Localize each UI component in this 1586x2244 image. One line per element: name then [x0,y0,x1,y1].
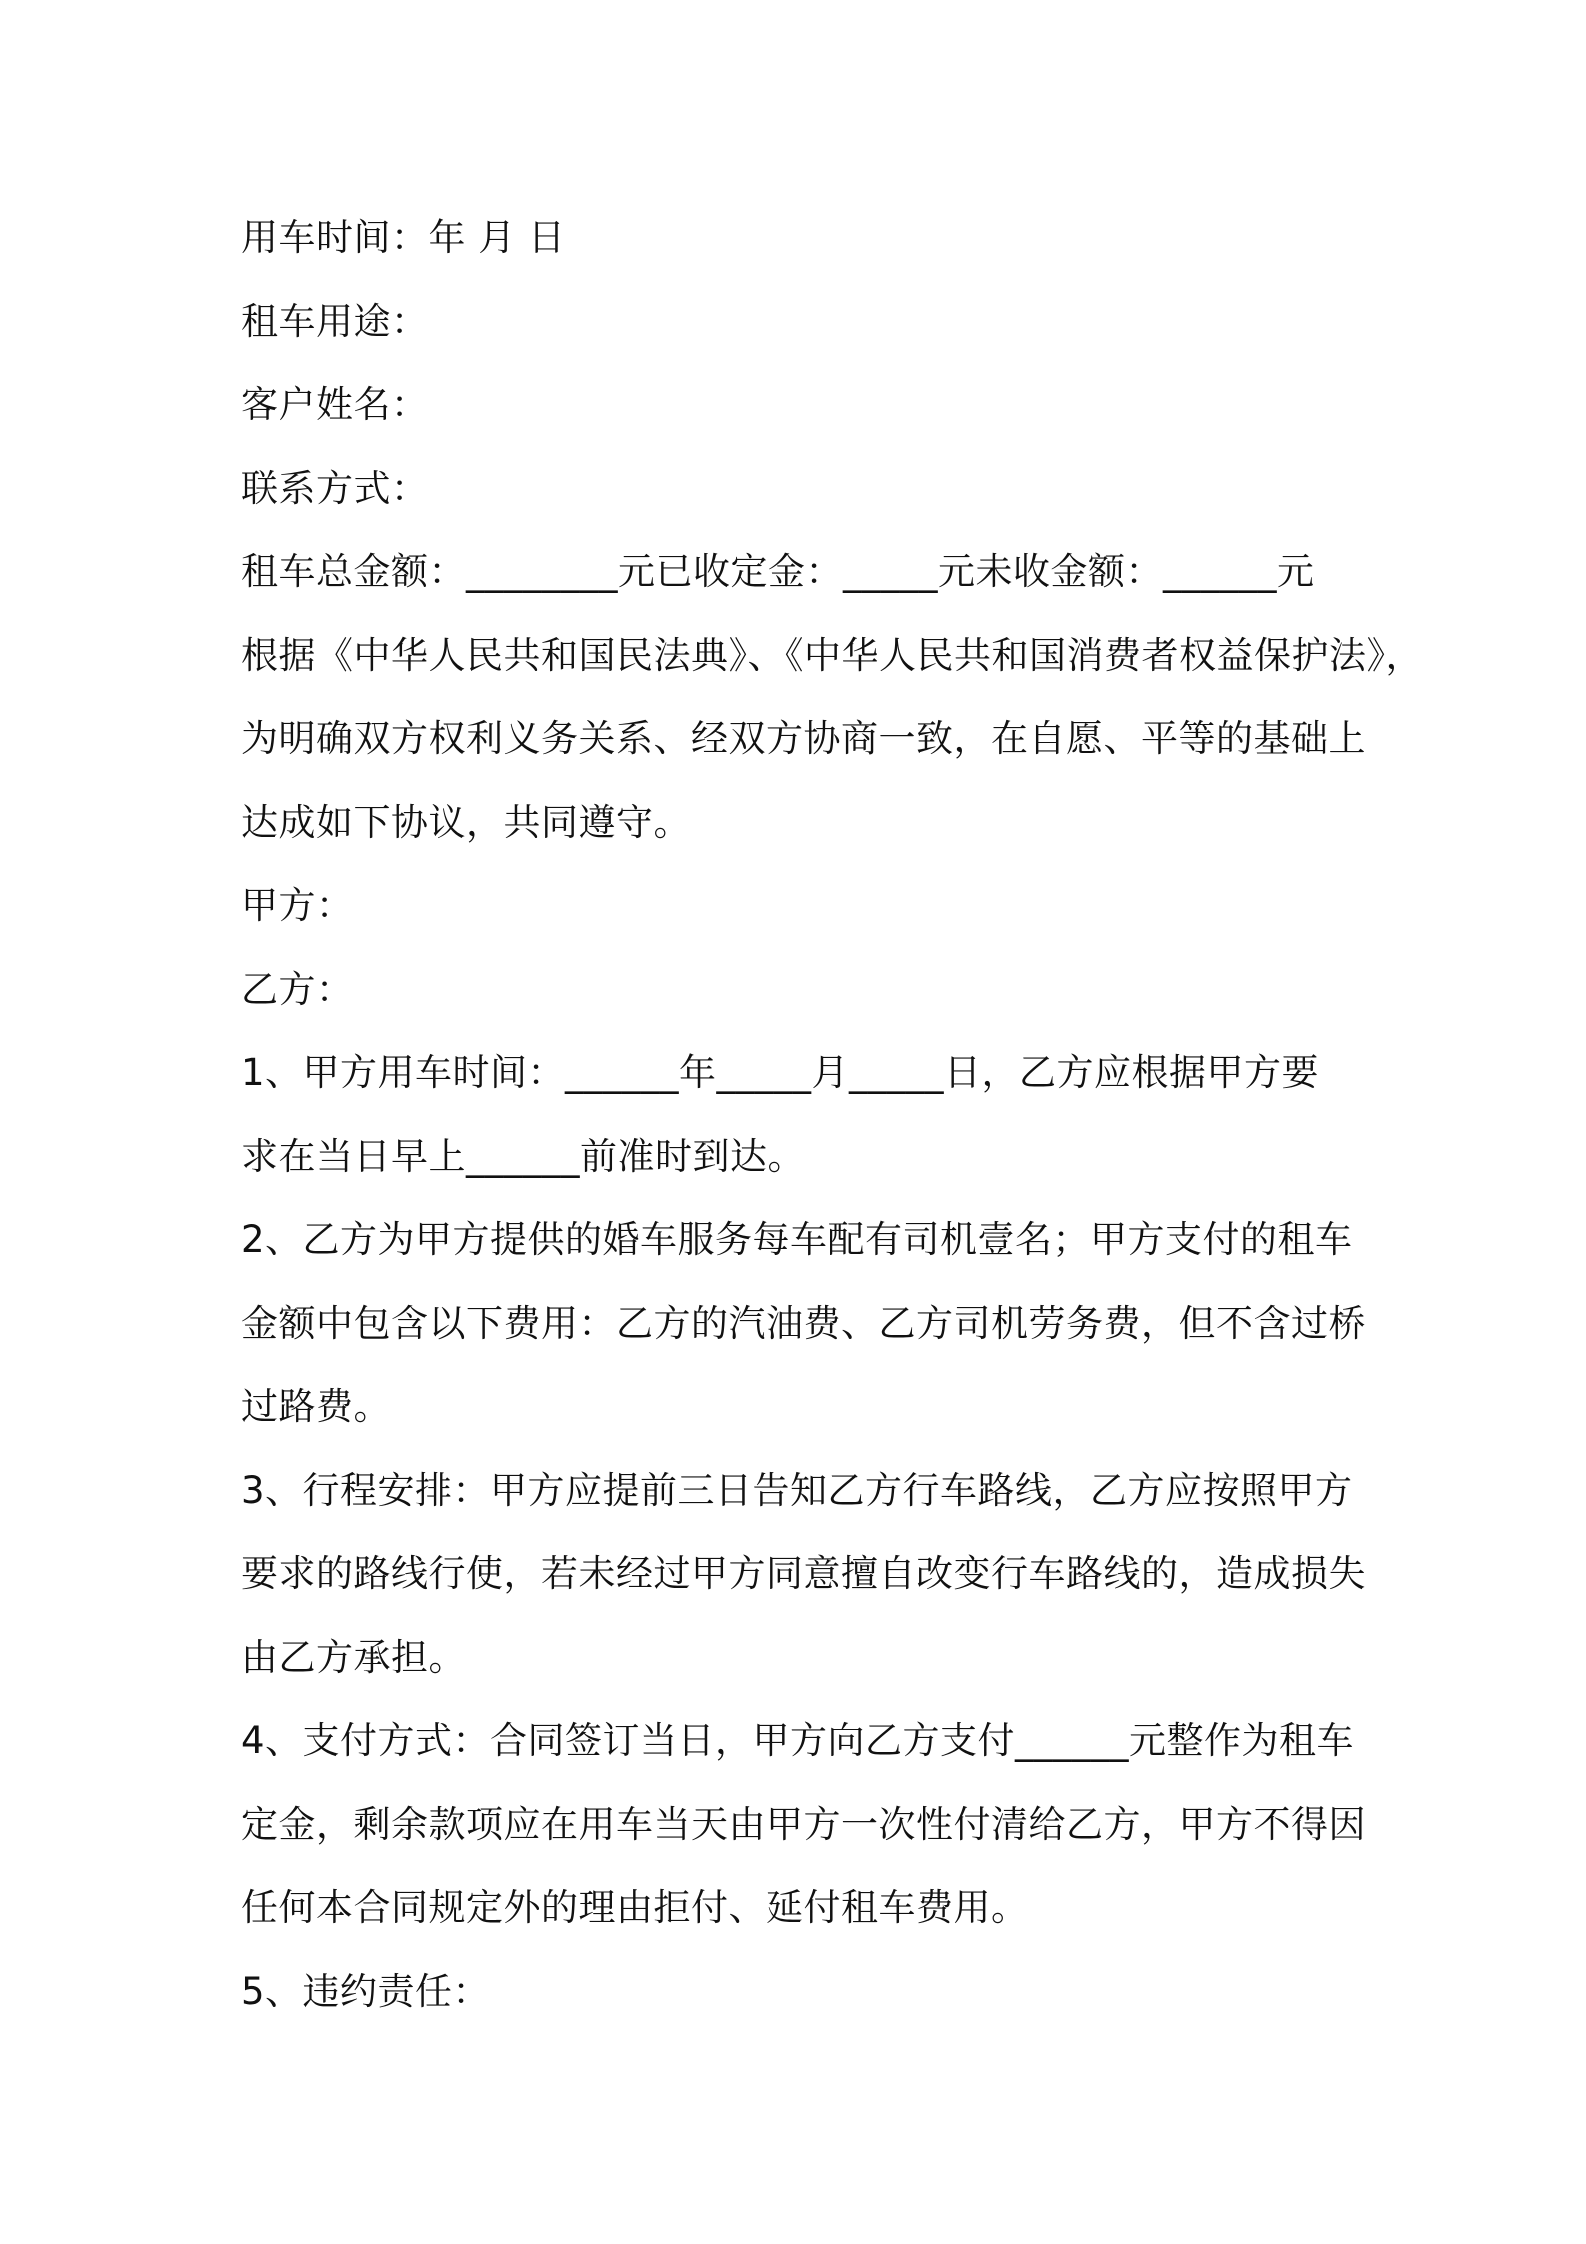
clause-5-heading: 5、违约责任： [241,1969,491,2013]
contact-method-line: 联系方式： [241,466,429,510]
clause-3-line-3: 由乙方承担。 [241,1635,466,1679]
clause-3-line-1: 3、行程安排：甲方应提前三日告知乙方行车路线，乙方应按照甲方 [241,1468,1353,1512]
preamble-line-2: 为明确双方权利义务关系、经双方协商一致，在自愿、平等的基础上 [241,717,1366,760]
rental-purpose-line: 租车用途： [241,299,429,343]
clause-1-line-2: 求在当日早上______前准时到达。 [241,1134,805,1178]
party-a-line: 甲方： [241,884,354,927]
clause-1-line-1: 1、甲方用车时间：______年_____月_____日，乙方应根据甲方要 [241,1051,1320,1094]
clause-4-line-1: 4、支付方式：合同签订当日，甲方向乙方支付______元整作为租车 [241,1719,1355,1762]
preamble-line-3: 达成如下协议，共同遵守。 [241,800,691,844]
party-b-line: 乙方： [241,967,354,1011]
usage-time-line: 用车时间：年 月 日 [241,216,566,259]
clause-2-line-3: 过路费。 [241,1385,391,1428]
preamble-line-1: 根据《中华人民共和国民法典》、《中华人民共和国消费者权益保护法》， [241,633,1423,677]
clause-3-line-2: 要求的路线行使，若未经过甲方同意擅自改变行车路线的，造成损失 [241,1552,1366,1595]
clause-2-line-2: 金额中包含以下费用：乙方的汽油费、乙方司机劳务费，但不含过桥 [241,1301,1366,1345]
clause-2-line-1: 2、乙方为甲方提供的婚车服务每车配有司机壹名；甲方支付的租车 [241,1218,1353,1261]
clause-4-line-2: 定金，剩余款项应在用车当天由甲方一次性付清给乙方，甲方不得因 [241,1802,1366,1846]
customer-name-line: 客户姓名： [241,383,429,426]
document-body [241,196,1423,2033]
amount-line: 租车总金额：________元已收定金：_____元未收金额：______元 [241,550,1315,593]
clause-4-line-3: 任何本合同规定外的理由拒付、延付租车费用。 [241,1886,1029,1929]
